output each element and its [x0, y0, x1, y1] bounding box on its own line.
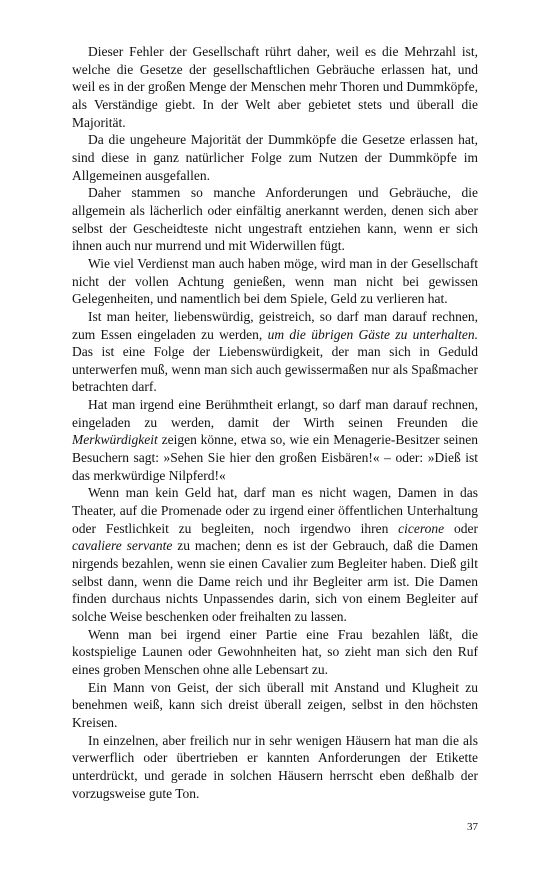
text-run: oder [444, 520, 478, 536]
text-run: In einzelnen, aber freilich nur in sehr wenigen Häusern hat man die als verwerflich oder übertrieben er kannten Anforderungen der Etikette unterdrückt, und gerade in solchen Häusern herrscht eben deßhalb der vorzugsweise gute Ton. [72, 732, 478, 801]
paragraph [72, 484, 478, 625]
paragraph [72, 732, 478, 803]
text-run: Wenn man bei irgend einer Partie eine Frau bezahlen läßt, die kostspielige Launen oder Gewohnheiten hat, so zieht man sich den Ruf eines groben Menschen ohne alle Lebensart zu. [72, 626, 478, 677]
italic-text: cicerone [398, 520, 445, 536]
paragraph [72, 626, 478, 679]
text-run: Ein Mann von Geist, der sich überall mit Anstand und Klugheit zu benehmen weiß, kann sich dreist überall zeigen, selbst in den höchsten Kreisen. [72, 679, 478, 730]
text-run: Daher stammen so manche Anforderungen und Gebräuche, die allgemein als lächerlich oder einfältig anerkannt werden, denen sich aber selbst der Gescheidteste nicht ungestraft entziehen kann, wenn er sich ihnen auch nur murrend und mit Widerwillen fügt. [72, 185, 478, 254]
text-run: Hat man irgend eine Berühmtheit erlangt, so darf man darauf rechnen, eingeladen zu werden, damit der Wirth seinen Freunden die [72, 397, 478, 430]
paragraph [72, 184, 478, 255]
text-run: Wie viel Verdienst man auch haben möge, wird man in der Gesellschaft nicht der vollen Achtung genießen, wenn man nicht bei gewissen Gelegenheiten, und namentlich bei dem Spiele, Geld zu verlieren hat. [72, 255, 478, 307]
paragraph [72, 43, 478, 131]
paragraph [72, 131, 478, 184]
paragraph [72, 255, 478, 308]
body-text [72, 43, 478, 802]
paragraph [72, 396, 478, 484]
text-run: Wenn man kein Geld hat, darf man es nicht wagen, Damen in das Theater, auf die Promenade oder zu irgend einer öffentlichen Unterhaltung oder Festlichkeit zu begleiten, noch irgendwo ihren [72, 485, 478, 536]
text-run: zeigen könne, etwa so, wie ein Menagerie-Besitzer seinen Besuchern sagt: »Sehen Sie hier den großen Eisbären!« – oder: »Dieß ist das merkwürdige Nilpferd!« [72, 432, 478, 483]
text-run: Das ist eine Folge der Liebenswürdigkeit, der man sich in Geduld unterwerfen muß, wenn man sich auch gewissermaßen nur als Spaßmacher betrachten darf. [72, 344, 478, 395]
italic-text: cavaliere servante [72, 538, 173, 554]
italic-text: Merkwürdigkeit [72, 432, 158, 448]
paragraph [72, 679, 478, 732]
page-number: 37 [467, 821, 478, 833]
text-run: Dieser Fehler der Gesellschaft rührt daher, weil es die Mehrzahl ist, welche die Gesetze der gesellschaftlichen Gebräuche erlassen hat, und weil es in der großen Menge der Menschen mehr Thoren und Dummköpfe, als Verständige giebt. In der Welt aber gebietet stets und überall die Majorität. [72, 44, 478, 130]
text-run: Da die ungeheure Majorität der Dummköpfe die Gesetze erlassen hat, sind diese in ganz natürlicher Folge zum Nutzen der Dummköpfe im Allgemeinen ausgefallen. [72, 132, 478, 183]
italic-text: um die übrigen Gäste zu unterhalten. [267, 326, 478, 342]
text-run: Ist man heiter, liebenswürdig, geistreich, so darf man darauf rechnen, zum Essen eingeladen zu werden, [72, 308, 478, 342]
text-run: zu machen; denn es ist der Gebrauch, daß die Damen nirgends bezahlen, wenn sie einen Cavalier zum Begleiter haben. Dieß gilt selbst dann, wenn die Dame reich und ihr Begleiter arm ist. Die Damen finden durchaus nichts Unpassendes darin, sich von einem Begleiter auf solche Weise beschenken oder freihalten zu lassen. [72, 538, 478, 624]
paragraph [72, 308, 478, 396]
